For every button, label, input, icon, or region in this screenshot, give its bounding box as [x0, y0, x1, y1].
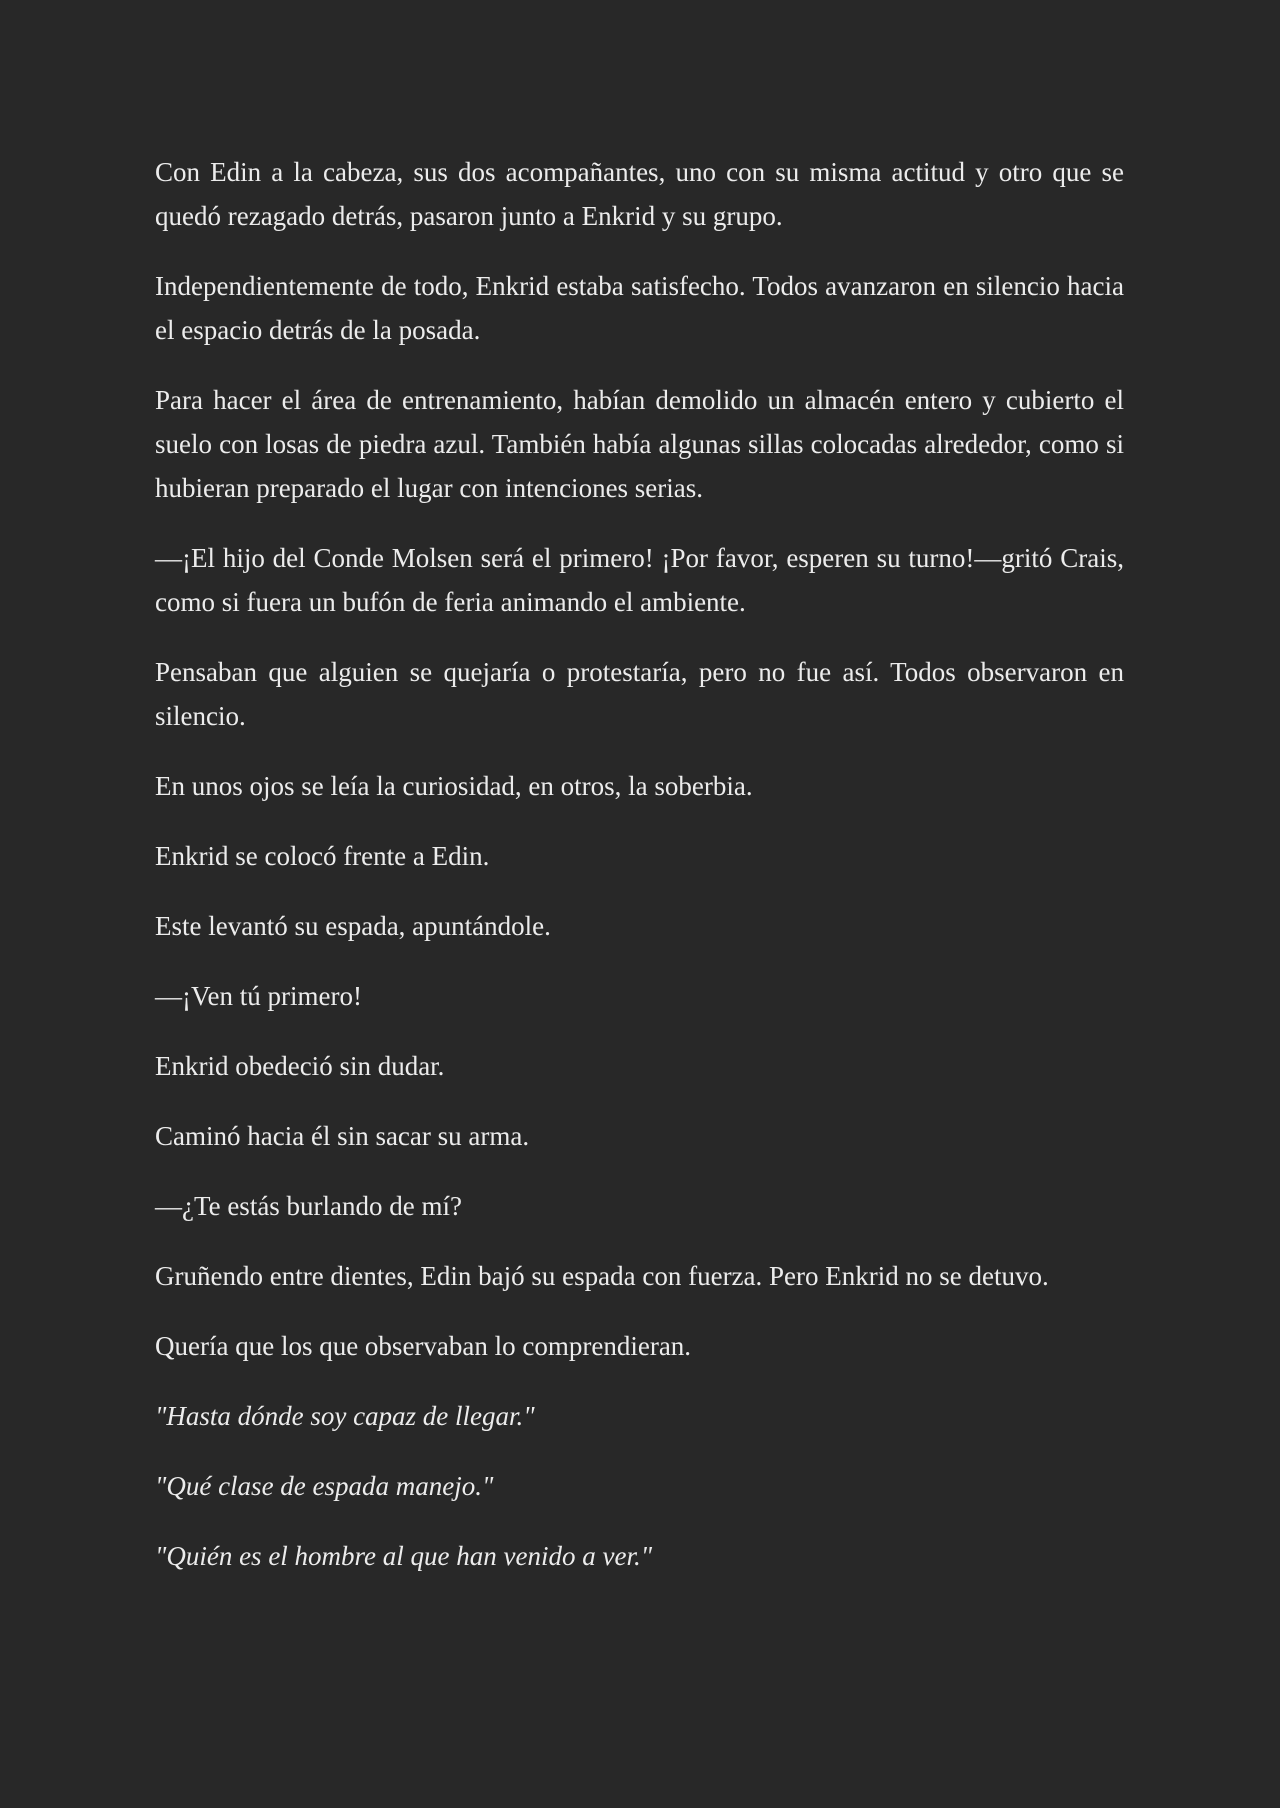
paragraph-12: —¿Te estás burlando de mí?	[155, 1191, 463, 1221]
paragraph-16-italic: "Qué clase de espada manejo."	[155, 1471, 494, 1501]
paragraph-7: Enkrid se colocó frente a Edin.	[155, 841, 490, 871]
paragraph-14: Quería que los que observaban lo comprendieran.	[155, 1331, 692, 1361]
paragraph-1: Con Edin a la cabeza, sus dos acompañantes, uno con su misma actitud y otro que se quedó rezagado detrás, pasaron junto a Enkrid y su grupo.	[155, 157, 1124, 231]
paragraph-13: Gruñendo entre dientes, Edin bajó su espada con fuerza. Pero Enkrid no se detuvo.	[155, 1261, 1049, 1291]
paragraph-2: Independientemente de todo, Enkrid estaba satisfecho. Todos avanzaron en silencio hacia el espacio detrás de la posada.	[155, 271, 1124, 345]
paragraph-10: Enkrid obedeció sin dudar.	[155, 1051, 445, 1081]
paragraph-4: —¡El hijo del Conde Molsen será el primero! ¡Por favor, esperen su turno!—gritó Crais, como si fuera un bufón de feria animando el ambiente.	[155, 543, 1124, 617]
paragraph-5: Pensaban que alguien se quejaría o protestaría, pero no fue así. Todos observaron en silencio.	[155, 657, 1124, 731]
paragraph-17-italic: "Quién es el hombre al que han venido a ver."	[155, 1541, 653, 1571]
paragraph-11: Caminó hacia él sin sacar su arma.	[155, 1121, 530, 1151]
paragraph-6: En unos ojos se leía la curiosidad, en otros, la soberbia.	[155, 771, 753, 801]
paragraph-15-italic: "Hasta dónde soy capaz de llegar."	[155, 1401, 535, 1431]
reader-content	[155, 150, 1124, 1604]
paragraph-9: —¡Ven tú primero!	[155, 981, 362, 1011]
paragraph-3: Para hacer el área de entrenamiento, habían demolido un almacén entero y cubierto el suelo con losas de piedra azul. También había algunas sillas colocadas alrededor, como si hubieran preparado el lugar con intenciones serias.	[155, 385, 1124, 503]
paragraph-8: Este levantó su espada, apuntándole.	[155, 911, 551, 941]
